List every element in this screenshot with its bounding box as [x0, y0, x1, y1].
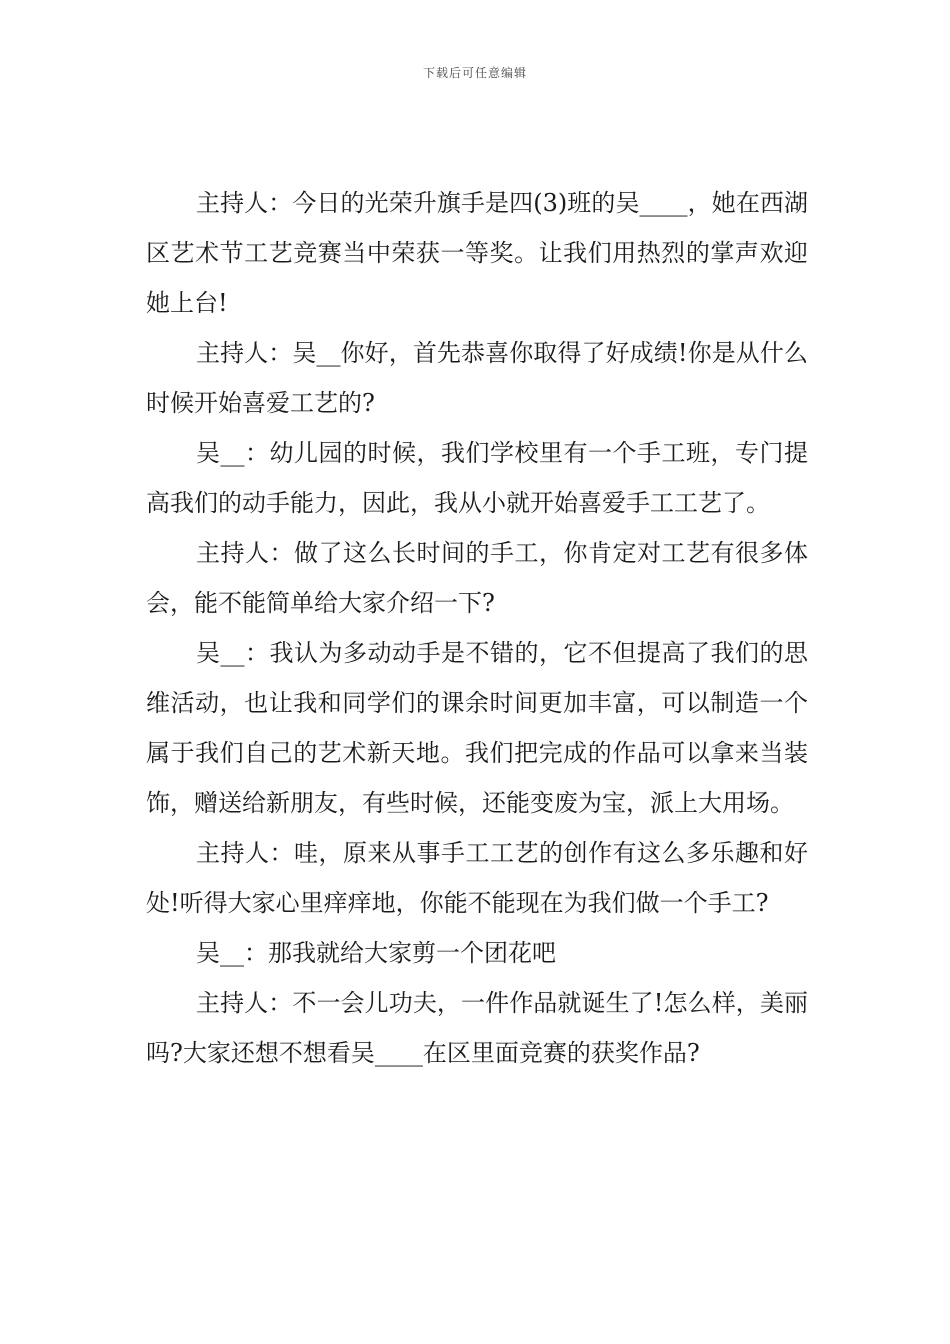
paragraph: 吴__：我认为多动动手是不错的，它不但提高了我们的思维活动，也让我和同学们的课余时间更加丰富，可以制造一个属于我们自己的艺术新天地。我们把完成的作品可以拿来当装饰，赠送给新朋友，有些时候，还能变废为宝，派上大用场。: [146, 639, 808, 817]
page-header: 下载后可任意编辑: [422, 66, 527, 80]
paragraph: 主持人：不一会儿功夫，一件作品就诞生了!怎么样，美丽吗?大家还想不想看吴____在区里面竞赛的获奖作品?: [146, 989, 808, 1067]
paragraph: 吴__：幼儿园的时候，我们学校里有一个手工班，专门提高我们的动手能力，因此，我从小就开始喜爱手工工艺了。: [146, 439, 808, 517]
paragraph: 主持人：做了这么长时间的手工，你肯定对工艺有很多体会，能不能简单给大家介绍一下?: [146, 539, 808, 617]
paragraph: 主持人：哇，原来从事手工工艺的创作有这么多乐趣和好处!听得大家心里痒痒地，你能不能现在为我们做一个手工?: [146, 839, 808, 917]
document-body: [146, 178, 808, 1078]
paragraph: 吴__：那我就给大家剪一个团花吧: [196, 939, 556, 967]
paragraph: 主持人：今日的光荣升旗手是四(3)班的吴____，她在西湖区艺术节工艺竞赛当中荣获一等奖。让我们用热烈的掌声欢迎她上台!: [146, 189, 808, 317]
paragraph: 主持人：吴__你好，首先恭喜你取得了好成绩!你是从什么时候开始喜爱工艺的?: [146, 339, 808, 417]
